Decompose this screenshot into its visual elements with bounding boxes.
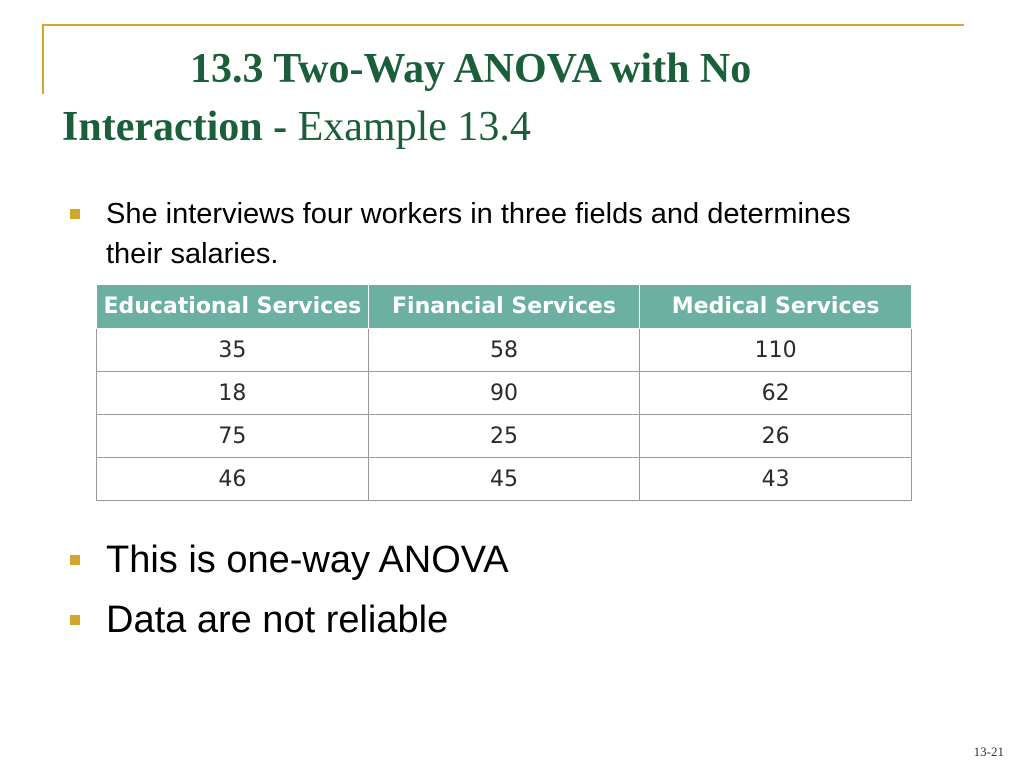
table-cell: 45 xyxy=(368,458,640,501)
bullet-item xyxy=(70,530,890,590)
page-number: 13-21 xyxy=(973,744,1004,759)
bottom-bullet-list xyxy=(70,530,890,650)
title-frame-top-line xyxy=(42,24,964,26)
table-cell: 43 xyxy=(640,458,912,501)
table-row xyxy=(97,329,912,372)
table-row xyxy=(97,415,912,458)
title-frame-left-line xyxy=(42,24,44,94)
column-header-financial: Financial Services xyxy=(368,285,640,329)
column-header-medical: Medical Services xyxy=(640,285,912,329)
slide-title xyxy=(62,40,962,156)
table-cell: 62 xyxy=(640,372,912,415)
square-bullet-icon xyxy=(70,615,80,625)
table-row xyxy=(97,458,912,501)
top-bullet-list xyxy=(70,194,890,274)
table-cell: 18 xyxy=(97,372,369,415)
table-cell: 90 xyxy=(368,372,640,415)
title-line-1: 13.3 Two-Way ANOVA with No xyxy=(190,46,752,92)
bullet-text: Data are not reliable xyxy=(106,599,449,641)
bullet-text: This is one-way ANOVA xyxy=(106,539,509,581)
bullet-item xyxy=(70,590,890,650)
table-cell: 46 xyxy=(97,458,369,501)
table-cell: 110 xyxy=(640,329,912,372)
table-cell: 26 xyxy=(640,415,912,458)
salary-table xyxy=(96,284,912,501)
column-header-educational: Educational Services xyxy=(97,285,369,329)
table-row xyxy=(97,372,912,415)
title-line-2: Interaction - xyxy=(62,104,298,150)
table-cell: 75 xyxy=(97,415,369,458)
bullet-text: She interviews four workers in three fields and determines their salaries. xyxy=(106,198,851,270)
title-example: Example 13.4 xyxy=(297,104,531,150)
table-cell: 35 xyxy=(97,329,369,372)
table-cell: 58 xyxy=(368,329,640,372)
square-bullet-icon xyxy=(70,209,80,219)
table-header-row xyxy=(97,285,912,329)
table-cell: 25 xyxy=(368,415,640,458)
bullet-item xyxy=(70,194,890,274)
square-bullet-icon xyxy=(70,555,80,565)
